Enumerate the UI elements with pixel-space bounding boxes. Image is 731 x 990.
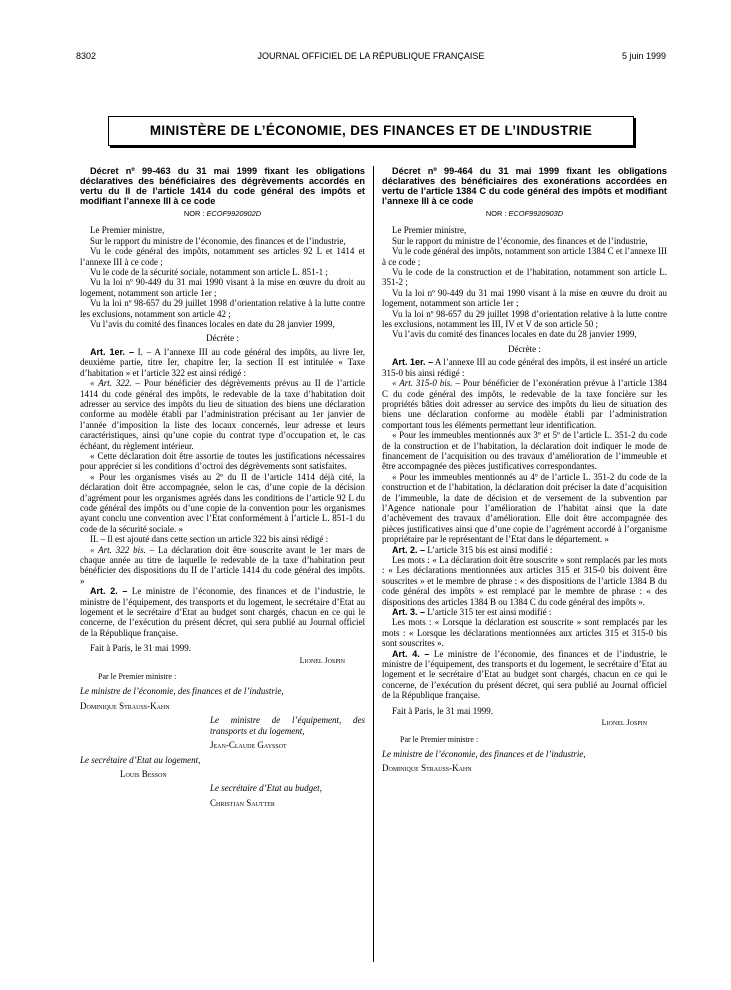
intro-line: Vu l’avis du comité des finances locales en date du 28 janvier 1999, (392, 329, 637, 340)
minister-name: Jean-Claude Gayssot (210, 740, 287, 751)
intro-line: Vu le code de la construction et de l’habitation, notamment son article L. 351-2 ; (382, 267, 667, 288)
paragraph: « Cette déclaration doit être assortie de toutes les justifications nécessaires pour apprécier si les conditions d’octroi des dégrèvements sont satisfaites. (80, 450, 365, 472)
paragraph: « Pour les organismes visés au 2º du II de l’article 1414 déjà cité, la déclaration doit être accompagnée, selon le cas, d’une copie de la décision d’agrément pour les organismes agréés dans les conditions de l’article 92 L du code général des impôts ou d’une copie de la convention pour les organismes ayant conclu une convention avec l’Etat conformément à l’article L. 851-1 du code de la sécurité sociale. » (80, 471, 365, 534)
decrete-heading: Décrète : (508, 343, 541, 354)
ministry-banner (108, 116, 634, 146)
minister-role: Le ministre de l’économie, des finances et de l’industrie, (80, 686, 284, 697)
ministry-title: MINISTÈRE DE L’ÉCONOMIE, DES FINANCES ET DE L’INDUSTRIE (149, 123, 593, 138)
signature-pm: Lionel Jospin (299, 655, 345, 665)
article-3: Art. 3. – L’article 315 ter est ainsi modifié : (392, 607, 552, 618)
nor-reference: NOR : ECOF9920903D (485, 209, 564, 218)
minister-name: Christian Sautter (210, 797, 275, 808)
decrete-heading: Décrète : (206, 333, 239, 344)
minister-name: Louis Besson (120, 768, 167, 779)
decree-title: Décret nº 99-463 du 31 mai 1999 fixant les obligations déclaratives des bénéficiaires des dégrèvements accordés en vertu du II de l’article 1414 du code général des impôts et modifiant l’annexe III à ce code (80, 166, 365, 206)
minister-name: Dominique Strauss-Kahn (80, 700, 170, 711)
place-date: Fait à Paris, le 31 mai 1999. (392, 705, 493, 716)
paragraph: « Pour les immeubles mentionnés au 4º de l’article L. 351-2 du code de la construction et de l’habitation, la déclaration doit préciser la date d’acquisition de l’immeuble, la date de décision et de versement de la subvention par l’Agence nationale pour l’amélioration de l’habitat ainsi que la date d’achèvement des travaux d’amélioration. Elle doit être accompagnée des pièces justificatives ainsi que d’une copie de l’agrément accordé à l’organisme propriétaire par le représentant de l’Etat dans le département. » (382, 471, 667, 545)
article-4: Art. 4. – Le ministre de l’économie, des finances et de l’industrie, le ministre de l’équipement, des transports et du logement, le secrétaire d’Etat au logement et le secrétaire d’Etat au budget sont chargés, chacun en ce qui le concerne, de l’exécution du présent décret, qui sera publié au Journal officiel de la République française. (382, 648, 667, 701)
article-322-bis: « Art. 322 bis. – La déclaration doit être souscrite avant le 1er mars de chaque année au titre de laquelle le redevable de la taxe d’habitation peut bénéficier des dispositions du II de l’article 1414 du code général des impôts. » (80, 544, 365, 586)
column-divider (373, 166, 374, 962)
right-decree (382, 166, 667, 774)
minister-role: Le secrétaire d’Etat au budget, (210, 783, 322, 794)
minister-name: Dominique Strauss-Kahn (382, 763, 472, 774)
intro-line: Vu le code de la sécurité sociale, notamment son article L. 851-1 ; (90, 267, 328, 278)
intro-line: Vu la loi nº 90-449 du 31 mai 1990 visant à la mise en œuvre du droit au logement, notamment son article 1er ; (382, 287, 667, 309)
intro-line: Vu le code général des impôts, notamment ses articles 92 L et 1414 et l’annexe III à ce code ; (80, 246, 365, 267)
left-decree (80, 166, 365, 808)
minister-role: Le ministre de l’équipement, des transports et du logement, (210, 715, 365, 736)
journal-title: JOURNAL OFFICIEL DE LA RÉPUBLIQUE FRANÇAISE (257, 51, 485, 61)
article-322: « Art. 322. – Pour bénéficier des dégrèvements prévus au II de l’article 1414 du code général des impôts, le redevable de la taxe d’habitation doit adresser au service des impôts du lieu de situation des biens une déclaration conforme au modèle établi par l’administration précisant au 1er janvier de l’année d’imposition la liste des locaux concernés, leur adresse et leurs caractéristiques, ainsi qu’une copie du contrat type d’occupation et, le cas échéant, du règlement intérieur. (80, 378, 366, 451)
intro-line: Le Premier ministre, (392, 225, 467, 236)
signature-pm: Lionel Jospin (601, 718, 647, 728)
paragraph: « Pour les immeubles mentionnés aux 3º et 5º de l’article L. 351-2 du code de la construction et de l’habitation, la déclaration doit indiquer le mode de financement de l’acquisition ou des travaux d’amélioration de l’immeuble et être accompagnée des pièces justificatives correspondantes. (382, 430, 667, 472)
intro-line: Vu la loi nº 98-657 du 29 juillet 1998 d’orientation relative à la lutte contre les exclusions, notamment les III, IV et V de son article 50 ; (382, 308, 667, 330)
article-1: Art. 1er. – A l’annexe III au code général des impôts, il est inséré un article 315-0 bis ainsi rédigé : (382, 357, 667, 378)
section-ii: II. – Il est ajouté dans cette section un article 322 bis ainsi rédigé : (90, 534, 329, 545)
par-le-premier-ministre: Par le Premier ministre : (98, 672, 177, 682)
intro-line: Sur le rapport du ministre de l’économie, des finances et de l’industrie, (90, 235, 346, 246)
page-number: 8302 (76, 51, 97, 61)
paragraph: Les mots : « La déclaration doit être souscrite » sont remplacés par les mots : « Les déclarations mentionnées aux articles 315 et 315-0 bis doivent être souscrites » et le membre de phrase : « des dispositions de l’article 1384 B du code général des impôts » est remplacé par le membre de phrase : « des dispositions des articles 1384 B ou 1384 C du code général des impôts ». (382, 555, 667, 607)
article-2: Art. 2. – L’article 315 bis est ainsi modifié : (392, 544, 553, 555)
intro-line: Vu l’avis du comité des finances locales en date du 28 janvier 1999, (90, 319, 335, 330)
issue-date: 5 juin 1999 (621, 51, 666, 61)
intro-line: Vu la loi nº 98-657 du 29 juillet 1998 d’orientation relative à la lutte contre les exclusions, notamment son article 42 ; (80, 298, 365, 319)
place-date: Fait à Paris, le 31 mai 1999. (90, 643, 191, 654)
paragraph: Les mots : « Lorsque la déclaration est souscrite » sont remplacés par les mots : « Lorsque les déclarations mentionnées aux articles 315 et 315-0 bis sont souscrites ». (382, 617, 667, 649)
intro-line: Sur le rapport du ministre de l’économie, des finances et de l’industrie, (392, 235, 648, 246)
intro-line: Vu la loi nº 90-449 du 31 mai 1990 visant à la mise en œuvre du droit au logement, notamment son article 1er ; (80, 277, 365, 298)
article-315-0-bis: « Art. 315-0 bis. – Pour bénéficier de l’exonération prévue à l’article 1384 C du code général des impôts, le redevable de la taxe foncière sur les propriétés bâties doit adresser au service des impôts du lieu de situation des biens une déclaration conforme au modèle établi par l’administration comportant tous les éléments permettant leur identification. (382, 378, 668, 430)
decree-title: Décret nº 99-464 du 31 mai 1999 fixant les obligations déclaratives des bénéficiaires des exonérations accordées en vertu de l’article 1384 C du code général des impôts et modifiant l’annexe III à ce code (382, 166, 667, 206)
article-1: Art. 1er. – I. – A l’annexe III au code général des impôts, au livre Ier, deuxième partie, titre Ier, chapitre Ier, la section II est intitulée « Taxe d’habitation » et l’article 322 est ainsi rédigé : (80, 346, 366, 378)
minister-role: Le ministre de l’économie, des finances et de l’industrie, (382, 748, 586, 759)
intro-line: Vu le code général des impôts, notamment son article 1384 C et l’annexe III à ce code ; (382, 246, 667, 267)
article-2: Art. 2. – Le ministre de l’économie, des finances et de l’industrie, le ministre de l’équipement, des transports et du logement, le secrétaire d’Etat au logement et le secrétaire d’Etat au budget sont chargés, chacun en ce qui le concerne, de l’exécution du présent décret, qui sera publié au Journal officiel de la République française. (80, 586, 365, 638)
nor-reference: NOR : ECOF9920902D (183, 209, 262, 218)
intro-line: Le Premier ministre, (90, 225, 165, 236)
nor-code: ECOF9920902D (206, 209, 262, 218)
par-le-premier-ministre: Par le Premier ministre : (400, 734, 479, 744)
minister-role: Le secrétaire d’Etat au logement, (80, 754, 201, 765)
nor-code: ECOF9920903D (508, 209, 564, 218)
